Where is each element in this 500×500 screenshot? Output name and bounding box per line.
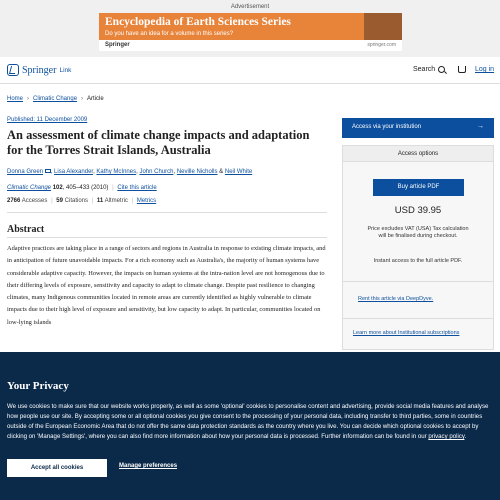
access-institution-button[interactable] — [342, 118, 494, 138]
mail-icon[interactable] — [45, 169, 51, 173]
ad-image — [364, 13, 402, 40]
instant-access-note: Instant access to the full article PDF. — [373, 258, 463, 264]
breadcrumb-home[interactable]: Home — [7, 96, 24, 102]
chevron-right-icon: › — [27, 96, 30, 102]
advertisement-bar — [0, 0, 500, 57]
search-label: Search — [413, 66, 436, 73]
author-link[interactable]: Neil White — [224, 169, 253, 175]
author-list: Donna Green , Lisa Alexander, Kathy McInnes, John Church, Neville Nicholls & Neil White — [7, 169, 253, 175]
published-date[interactable]: Published: 11 December 2009 — [7, 117, 88, 123]
ad-url: springer.com — [367, 42, 396, 48]
breadcrumb — [7, 96, 104, 102]
author-link[interactable]: Lisa Alexander — [54, 169, 94, 175]
access-options-panel — [342, 145, 494, 350]
article-price: USD 39.95 — [394, 205, 442, 216]
abstract-text: Adaptive practices are taking place in a range of sectors and regions in Australia in response to existing climate impacts, and in anticipation of future unavoidable impacts. For a rich economy such as Australia's, the majority of human systems have considerable adaptive capacity. However, the impacts on human systems at the intra-nation level are not homogenous due to their differing levels of exposure, sensitivity and capacity to adapt to climate change. Despite past resilience to changing climates, many Indigenous communities located in remote areas are currently identified as highly vulnerable to climate impacts due to their high level of exposure and sensitivity, but low capacity to adapt. In particular, communities located on low-lying islands — [7, 245, 326, 326]
ad-subtitle: Do you have an idea for a volume in this series? — [105, 31, 234, 37]
search-button[interactable] — [413, 66, 445, 73]
divider — [7, 237, 327, 238]
springer-link-logo[interactable] — [7, 64, 71, 76]
deepdyve-link[interactable]: Rent this article via DeepDyve. — [358, 296, 434, 302]
manage-preferences-link[interactable]: Manage preferences — [119, 463, 178, 469]
accept-all-cookies-button[interactable]: Accept all cookies — [7, 459, 107, 477]
altmetric-count: 11 — [96, 198, 104, 204]
journal-link[interactable]: Climatic Change — [7, 185, 52, 191]
privacy-text: We use cookies to make sure that our website works properly, as well as some 'optional' cookies to personalise content and advertising, provide social media features and analyse how people use our site. By accepting some or all optional cookies you give consent to the processing of your personal data, including transfer to third parties, some in countries outside of the European Economic Area that do not offer the same data protection standards as the country where you live. You can decide which optional cookies to accept by clicking on 'Manage Settings', where you can also find more information about how your personal data is processed. Further information can be found in our privacy policy. — [7, 403, 489, 440]
ad-title: Encyclopedia of Earth Sciences Series — [105, 16, 291, 28]
cart-icon[interactable] — [458, 66, 466, 73]
citations-count: 59 — [56, 198, 63, 204]
access-options-heading: Access options — [343, 146, 493, 162]
metrics-link[interactable]: Metrics — [136, 198, 157, 204]
article-metrics: 2766 Accesses | 59 Citations | 11 Altmetric | Metrics — [7, 198, 157, 204]
divider — [343, 318, 493, 319]
journal-citation: Climatic Change 102, 405–433 (2010) | Cite this article — [7, 185, 157, 191]
ad-label: Advertisement — [230, 4, 270, 10]
logo-sub: Link — [59, 66, 72, 74]
abstract-heading: Abstract — [7, 224, 45, 235]
springer-horse-icon — [7, 64, 19, 76]
tax-note: Price excludes VAT (USA) Tax calculation will be finalised during checkout. — [367, 226, 469, 239]
breadcrumb-section[interactable]: Climatic Change — [33, 96, 78, 102]
buy-pdf-button[interactable]: Buy article PDF — [373, 179, 464, 196]
cite-article-link[interactable]: Cite this article — [117, 185, 157, 191]
logo-name: Springer — [22, 64, 57, 76]
login-link[interactable]: Log in — [475, 66, 495, 73]
chevron-right-icon: › — [81, 96, 84, 102]
privacy-title: Your Privacy — [7, 380, 69, 392]
site-header — [0, 57, 500, 84]
institutional-subscriptions-link[interactable]: Learn more about Institutional subscriptions — [353, 330, 460, 336]
privacy-policy-link[interactable]: privacy policy — [428, 433, 465, 440]
ad-banner[interactable] — [99, 13, 402, 51]
ad-logo: Springer — [105, 42, 130, 48]
author-link[interactable]: John Church — [139, 169, 174, 175]
access-institution-label: Access via your institution — [352, 124, 422, 130]
divider — [343, 281, 493, 282]
arrow-right-icon: → — [477, 123, 484, 130]
author-link[interactable]: Neville Nicholls — [176, 169, 218, 175]
breadcrumb-current: Article — [87, 96, 104, 102]
article-title: An assessment of climate change impacts and adaptation for the Torres Strait Islands, Australia — [7, 128, 310, 157]
altmetric-label: Altmetric — [104, 198, 128, 204]
author-link[interactable]: Donna Green — [7, 169, 44, 175]
author-link[interactable]: Kathy McInnes — [96, 169, 137, 175]
citations-label: Citations — [64, 198, 88, 204]
cookie-consent-banner — [0, 352, 500, 500]
accesses-label: Accesses — [21, 198, 48, 204]
search-icon — [438, 66, 445, 73]
ad-footer — [99, 40, 402, 51]
accesses-count: 2766 — [7, 198, 21, 204]
divider — [7, 212, 327, 213]
journal-volume: 102 — [52, 185, 63, 191]
journal-pages: , 405–433 (2010) — [62, 185, 109, 191]
